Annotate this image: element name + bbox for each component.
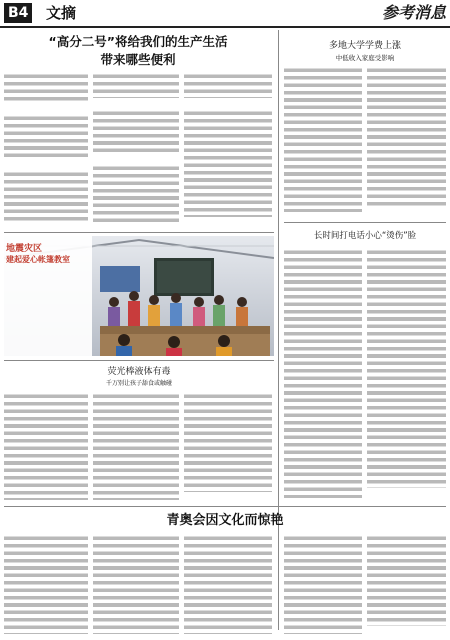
section-rule (4, 506, 446, 507)
article-1-headline-line1: “高分二号”将给我们的生产生活 (48, 34, 228, 49)
article-2-text-lines (284, 66, 362, 212)
article-4-text-lines (93, 392, 179, 500)
article-1-text-lines (4, 114, 88, 158)
article-4-subheadline: 千万别让孩子舔食或触碰 (105, 380, 172, 387)
article-5-text-lines (284, 534, 362, 634)
section-rule (4, 232, 274, 233)
article-2-subheadline: 中低收入家庭受影响 (335, 54, 395, 62)
article-1-text-lines (93, 164, 179, 224)
photo-feature-title-line2: 建起爱心帐篷教室 (6, 255, 70, 264)
article-1-text-lines (4, 170, 88, 224)
article-1-headline-line2: 带来哪些便利 (100, 52, 176, 67)
newspaper-masthead: 参考消息 (381, 3, 446, 22)
article-5-text-lines (93, 534, 179, 634)
article-4-text-lines (4, 392, 88, 500)
article-1-text-lines (184, 109, 272, 217)
section-title: 文摘 (46, 4, 77, 22)
article-1-text-lines (93, 109, 179, 153)
article-3-text-lines (284, 248, 362, 498)
article-3-headline: 长时间打电话小心“烫伤”脸 (313, 231, 417, 241)
article-1-text-lines (93, 72, 179, 98)
article-4-text-lines (184, 392, 272, 492)
article-2-text-lines (367, 66, 446, 206)
article-4-headline: 荧光棒液体有毒 (107, 367, 171, 377)
article-5-text-lines (4, 534, 88, 634)
article-1-text-lines (4, 72, 88, 102)
article-3-text-lines (367, 248, 446, 488)
article-5-text-lines (184, 534, 272, 634)
article-1-text-lines (184, 72, 272, 98)
section-rule (4, 360, 274, 361)
photo-caption (6, 268, 90, 352)
section-rule (284, 222, 446, 223)
photo-feature-title-line1: 地震灾区 (6, 244, 43, 254)
article-5-text-lines (367, 534, 446, 626)
article-2-headline: 多地大学学费上涨 (328, 41, 401, 51)
page-number-badge: B4 (4, 3, 32, 23)
article-5-headline: 青奥会因文化而惊艳 (166, 513, 284, 528)
